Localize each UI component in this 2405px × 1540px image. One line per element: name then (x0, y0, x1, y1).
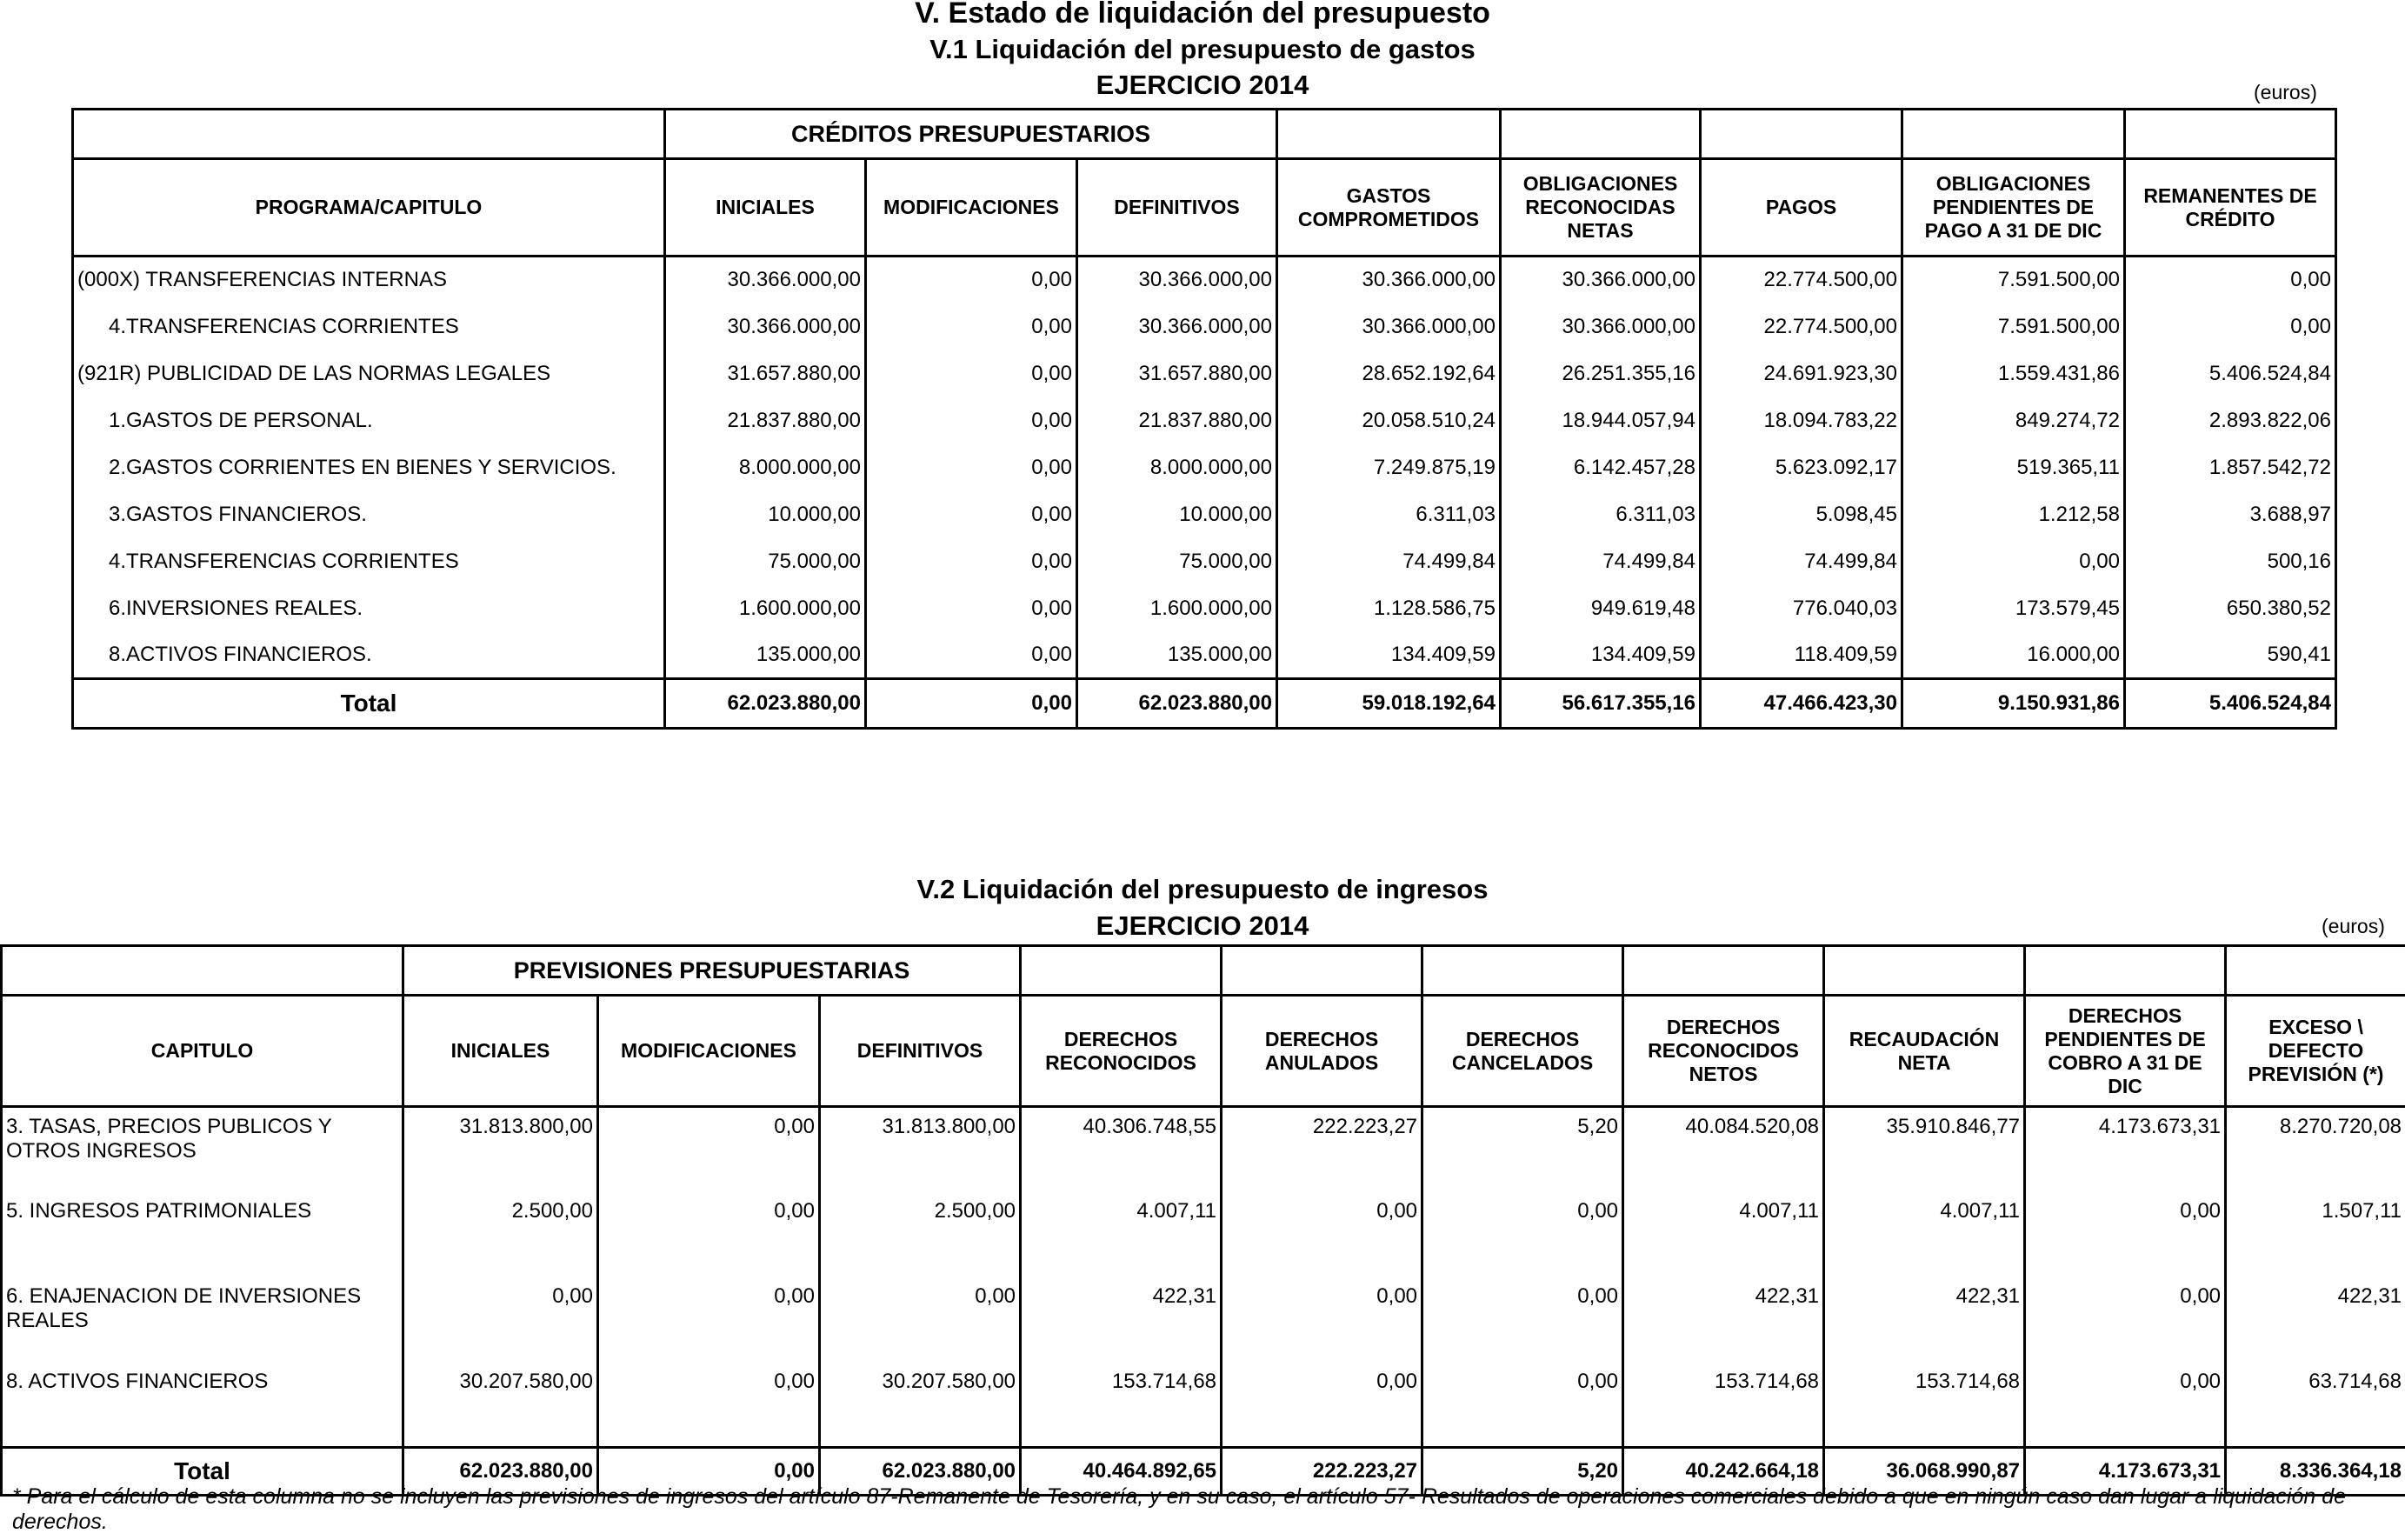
gastos-row (73, 491, 2336, 538)
gastos-cell: 74.499,84 (1701, 538, 1902, 585)
ingresos-corner-cell (2, 946, 403, 996)
ingresos-cell: 0,00 (598, 1107, 820, 1192)
gastos-cell: 173.579,45 (1902, 585, 2125, 632)
ingresos-total-label: Total (2, 1448, 403, 1496)
ingresos-column-header: DERECHOS CANCELADOS (1422, 996, 1623, 1107)
ingresos-cell: 0,00 (598, 1192, 820, 1277)
ingresos-total-cell: 62.023.880,00 (820, 1448, 1021, 1496)
gastos-cell: 8.000.000,00 (1077, 444, 1277, 491)
gastos-cell: 0,00 (866, 257, 1077, 303)
gastos-cell: 30.366.000,00 (1501, 257, 1701, 303)
gastos-column-header: OBLIGACIONES PENDIENTES DE PAGO A 31 DE DIC (1902, 159, 2125, 257)
gastos-cell: 75.000,00 (1077, 538, 1277, 585)
gastos-column-header: MODIFICACIONES (866, 159, 1077, 257)
gastos-cell: 135.000,00 (1077, 632, 1277, 679)
gastos-cell: 10.000,00 (665, 491, 866, 538)
ingresos-total-cell: 8.336.364,18 (2226, 1448, 2405, 1496)
gastos-group-header-row (73, 110, 2336, 159)
gastos-year: EJERCICIO 2014 (1096, 70, 1309, 100)
footnote: * Para el cálculo de esta columna no se incluyen las previsiones de ingresos del artículo 87-Remanente de Tesorería, y en su caso, el artículo 57- Resultados de operaciones comerciales debido a que en ningún caso dan lugar a liquidación de derechos. (12, 1484, 2347, 1534)
ingresos-column-header: DERECHOS PENDIENTES DE COBRO A 31 DE DIC (2025, 996, 2226, 1107)
ingresos-cell: 8.270.720,08 (2226, 1107, 2405, 1192)
ingresos-row (2, 1363, 2405, 1448)
ingresos-row (2, 1107, 2405, 1192)
gastos-cell: 8.000.000,00 (665, 444, 866, 491)
gastos-cell: 0,00 (866, 350, 1077, 397)
ingresos-row-label: 8. ACTIVOS FINANCIEROS (2, 1363, 403, 1448)
gastos-cell: 30.366.000,00 (1277, 303, 1501, 350)
ingresos-cell: 63.714,68 (2226, 1363, 2405, 1448)
gastos-cell: 30.366.000,00 (665, 257, 866, 303)
gastos-subtitle: V.1 Liquidación del presupuesto de gastos (929, 34, 1476, 64)
ingresos-cell: 1.507,11 (2226, 1192, 2405, 1277)
ingresos-cell: 222.223,27 (1222, 1107, 1422, 1192)
ingresos-column-header: DEFINITIVOS (820, 996, 1021, 1107)
gastos-cell: 590,41 (2125, 632, 2336, 679)
ingresos-cell: 0,00 (598, 1277, 820, 1363)
ingresos-column-header: EXCESO \ DEFECTO PREVISIÓN (*) (2226, 996, 2405, 1107)
ingresos-column-header: MODIFICACIONES (598, 996, 820, 1107)
ingresos-cell: 0,00 (1422, 1363, 1623, 1448)
gastos-empty-header-cell (1701, 110, 1902, 159)
gastos-cell: 7.249.875,19 (1277, 444, 1501, 491)
gastos-row-label: (921R) PUBLICIDAD DE LAS NORMAS LEGALES (73, 350, 665, 397)
ingresos-row-label: 3. TASAS, PRECIOS PUBLICOS Y OTROS INGRESOS (2, 1107, 403, 1192)
ingresos-cell: 30.207.580,00 (820, 1363, 1021, 1448)
gastos-cell: 1.600.000,00 (665, 585, 866, 632)
gastos-column-header: REMANENTES DE CRÉDITO (2125, 159, 2336, 257)
gastos-cell: 776.040,03 (1701, 585, 1902, 632)
gastos-column-header: INICIALES (665, 159, 866, 257)
gastos-cell: 7.591.500,00 (1902, 303, 2125, 350)
gastos-row-label: 4.TRANSFERENCIAS CORRIENTES (73, 538, 665, 585)
gastos-cell: 30.366.000,00 (665, 303, 866, 350)
gastos-cell: 22.774.500,00 (1701, 303, 1902, 350)
ingresos-column-header-row (2, 996, 2405, 1107)
ingresos-group-header: PREVISIONES PRESUPUESTARIAS (403, 946, 1021, 996)
gastos-cell: 30.366.000,00 (1501, 303, 1701, 350)
ingresos-empty-header-cell (1222, 946, 1422, 996)
gastos-cell: 0,00 (866, 632, 1077, 679)
gastos-cell: 18.944.057,94 (1501, 397, 1701, 444)
ingresos-cell: 422,31 (1623, 1277, 1824, 1363)
gastos-total-cell: 62.023.880,00 (665, 679, 866, 729)
gastos-row (73, 303, 2336, 350)
gastos-empty-header-cell (1277, 110, 1501, 159)
gastos-cell: 1.128.586,75 (1277, 585, 1501, 632)
ingresos-row-label: 5. INGRESOS PATRIMONIALES (2, 1192, 403, 1277)
gastos-cell: 21.837.880,00 (1077, 397, 1277, 444)
gastos-row (73, 585, 2336, 632)
gastos-cell: 1.600.000,00 (1077, 585, 1277, 632)
gastos-cell: 1.559.431,86 (1902, 350, 2125, 397)
gastos-cell: 0,00 (866, 303, 1077, 350)
gastos-row-label: 3.GASTOS FINANCIEROS. (73, 491, 665, 538)
ingresos-table (0, 944, 2405, 1497)
gastos-cell: 949.619,48 (1501, 585, 1701, 632)
gastos-cell: 134.409,59 (1277, 632, 1501, 679)
ingresos-cell: 40.306.748,55 (1021, 1107, 1222, 1192)
gastos-cell: 0,00 (866, 585, 1077, 632)
gastos-cell: 30.366.000,00 (1277, 257, 1501, 303)
ingresos-empty-header-cell (1021, 946, 1222, 996)
gastos-cell: 75.000,00 (665, 538, 866, 585)
ingresos-column-header: CAPITULO (2, 996, 403, 1107)
gastos-cell: 5.098,45 (1701, 491, 1902, 538)
gastos-cell: 519.365,11 (1902, 444, 2125, 491)
gastos-cell: 0,00 (866, 538, 1077, 585)
ingresos-cell: 31.813.800,00 (403, 1107, 598, 1192)
ingresos-cell: 0,00 (2025, 1192, 2226, 1277)
gastos-total-label: Total (73, 679, 665, 729)
ingresos-cell: 2.500,00 (820, 1192, 1021, 1277)
gastos-empty-header-cell (1501, 110, 1701, 159)
ingresos-row (2, 1277, 2405, 1363)
gastos-cell: 0,00 (866, 444, 1077, 491)
gastos-cell: 6.311,03 (1501, 491, 1701, 538)
gastos-cell: 31.657.880,00 (1077, 350, 1277, 397)
ingresos-cell: 31.813.800,00 (820, 1107, 1021, 1192)
ingresos-year: EJERCICIO 2014 (1096, 910, 1309, 941)
gastos-total-cell: 47.466.423,30 (1701, 679, 1902, 729)
ingresos-empty-header-cell (2025, 946, 2226, 996)
ingresos-cell: 4.007,11 (1623, 1192, 1824, 1277)
gastos-row (73, 397, 2336, 444)
ingresos-unit: (euros) (2322, 915, 2385, 937)
gastos-cell: 16.000,00 (1902, 632, 2125, 679)
ingresos-cell: 4.007,11 (1021, 1192, 1222, 1277)
ingresos-total-cell: 40.464.892,65 (1021, 1448, 1222, 1496)
ingresos-cell: 153.714,68 (1824, 1363, 2025, 1448)
ingresos-column-header: INICIALES (403, 996, 598, 1107)
ingresos-row-label: 6. ENAJENACION DE INVERSIONES REALES (2, 1277, 403, 1363)
gastos-cell: 18.094.783,22 (1701, 397, 1902, 444)
gastos-group-header: CRÉDITOS PRESUPUESTARIOS (665, 110, 1277, 159)
gastos-total-cell: 5.406.524,84 (2125, 679, 2336, 729)
ingresos-total-cell: 36.068.990,87 (1824, 1448, 2025, 1496)
ingresos-column-header: DERECHOS RECONOCIDOS (1021, 996, 1222, 1107)
gastos-cell: 849.274,72 (1902, 397, 2125, 444)
ingresos-cell: 40.084.520,08 (1623, 1107, 1824, 1192)
ingresos-row (2, 1192, 2405, 1277)
gastos-cell: 30.366.000,00 (1077, 303, 1277, 350)
ingresos-cell: 30.207.580,00 (403, 1363, 598, 1448)
ingresos-empty-header-cell (2226, 946, 2405, 996)
ingresos-group-header-row (2, 946, 2405, 996)
gastos-cell: 26.251.355,16 (1501, 350, 1701, 397)
gastos-cell: 24.691.923,30 (1701, 350, 1902, 397)
ingresos-cell: 0,00 (820, 1277, 1021, 1363)
ingresos-total-cell: 40.242.664,18 (1623, 1448, 1824, 1496)
ingresos-column-header: DERECHOS RECONOCIDOS NETOS (1623, 996, 1824, 1107)
ingresos-cell: 153.714,68 (1623, 1363, 1824, 1448)
gastos-row (73, 257, 2336, 303)
gastos-total-cell: 62.023.880,00 (1077, 679, 1277, 729)
gastos-cell: 31.657.880,00 (665, 350, 866, 397)
gastos-cell: 10.000,00 (1077, 491, 1277, 538)
gastos-unit: (euros) (2254, 81, 2317, 103)
ingresos-cell: 0,00 (1222, 1277, 1422, 1363)
gastos-cell: 6.142.457,28 (1501, 444, 1701, 491)
gastos-total-cell: 56.617.355,16 (1501, 679, 1701, 729)
gastos-cell: 22.774.500,00 (1701, 257, 1902, 303)
ingresos-cell: 0,00 (598, 1363, 820, 1448)
gastos-column-header-row (73, 159, 2336, 257)
gastos-cell: 74.499,84 (1277, 538, 1501, 585)
gastos-cell: 135.000,00 (665, 632, 866, 679)
ingresos-total-cell: 0,00 (598, 1448, 820, 1496)
gastos-cell: 30.366.000,00 (1077, 257, 1277, 303)
gastos-cell: 500,16 (2125, 538, 2336, 585)
gastos-empty-header-cell (1902, 110, 2125, 159)
ingresos-column-header: RECAUDACIÓN NETA (1824, 996, 2025, 1107)
ingresos-cell: 0,00 (2025, 1363, 2226, 1448)
ingresos-cell: 422,31 (2226, 1277, 2405, 1363)
ingresos-cell: 153.714,68 (1021, 1363, 1222, 1448)
ingresos-cell: 0,00 (403, 1277, 598, 1363)
gastos-cell: 21.837.880,00 (665, 397, 866, 444)
gastos-row-label: 8.ACTIVOS FINANCIEROS. (73, 632, 665, 679)
gastos-row (73, 350, 2336, 397)
gastos-table (71, 108, 2337, 730)
gastos-total-row (73, 679, 2336, 729)
gastos-cell: 650.380,52 (2125, 585, 2336, 632)
gastos-total-cell: 9.150.931,86 (1902, 679, 2125, 729)
ingresos-column-header: DERECHOS ANULADOS (1222, 996, 1422, 1107)
gastos-cell: 28.652.192,64 (1277, 350, 1501, 397)
gastos-cell: 3.688,97 (2125, 491, 2336, 538)
gastos-cell: 6.311,03 (1277, 491, 1501, 538)
ingresos-cell: 35.910.846,77 (1824, 1107, 2025, 1192)
gastos-row-label: 6.INVERSIONES REALES. (73, 585, 665, 632)
gastos-column-header: OBLIGACIONES RECONOCIDAS NETAS (1501, 159, 1701, 257)
gastos-corner-cell (73, 110, 665, 159)
gastos-total-cell: 0,00 (866, 679, 1077, 729)
ingresos-cell: 422,31 (1021, 1277, 1222, 1363)
ingresos-cell: 0,00 (1222, 1192, 1422, 1277)
ingresos-cell: 0,00 (2025, 1277, 2226, 1363)
gastos-column-header: DEFINITIVOS (1077, 159, 1277, 257)
ingresos-cell: 0,00 (1422, 1277, 1623, 1363)
ingresos-cell: 4.007,11 (1824, 1192, 2025, 1277)
ingresos-empty-header-cell (1422, 946, 1623, 996)
gastos-column-header: PROGRAMA/CAPITULO (73, 159, 665, 257)
ingresos-total-cell: 4.173.673,31 (2025, 1448, 2226, 1496)
gastos-cell: 1.212,58 (1902, 491, 2125, 538)
gastos-cell: 0,00 (866, 397, 1077, 444)
gastos-cell: 0,00 (2125, 303, 2336, 350)
ingresos-cell: 5,20 (1422, 1107, 1623, 1192)
gastos-empty-header-cell (2125, 110, 2336, 159)
gastos-column-header: GASTOS COMPROMETIDOS (1277, 159, 1501, 257)
ingresos-cell: 2.500,00 (403, 1192, 598, 1277)
gastos-cell: 5.623.092,17 (1701, 444, 1902, 491)
ingresos-cell: 4.173.673,31 (2025, 1107, 2226, 1192)
gastos-cell: 5.406.524,84 (2125, 350, 2336, 397)
gastos-row-label: (000X) TRANSFERENCIAS INTERNAS (73, 257, 665, 303)
gastos-cell: 1.857.542,72 (2125, 444, 2336, 491)
gastos-cell: 134.409,59 (1501, 632, 1701, 679)
ingresos-subtitle: V.2 Liquidación del presupuesto de ingresos (916, 874, 1489, 904)
gastos-row-label: 4.TRANSFERENCIAS CORRIENTES (73, 303, 665, 350)
ingresos-empty-header-cell (1623, 946, 1824, 996)
gastos-row (73, 538, 2336, 585)
gastos-cell: 0,00 (2125, 257, 2336, 303)
gastos-row-label: 2.GASTOS CORRIENTES EN BIENES Y SERVICIOS. (73, 444, 665, 491)
ingresos-cell: 0,00 (1222, 1363, 1422, 1448)
ingresos-total-cell: 5,20 (1422, 1448, 1623, 1496)
ingresos-empty-header-cell (1824, 946, 2025, 996)
gastos-cell: 0,00 (1902, 538, 2125, 585)
ingresos-cell: 0,00 (1422, 1192, 1623, 1277)
gastos-cell: 118.409,59 (1701, 632, 1902, 679)
ingresos-cell: 422,31 (1824, 1277, 2025, 1363)
gastos-cell: 2.893.822,06 (2125, 397, 2336, 444)
ingresos-total-cell: 222.223,27 (1222, 1448, 1422, 1496)
gastos-cell: 20.058.510,24 (1277, 397, 1501, 444)
gastos-cell: 0,00 (866, 491, 1077, 538)
gastos-cell: 74.499,84 (1501, 538, 1701, 585)
gastos-row (73, 444, 2336, 491)
ingresos-total-cell: 62.023.880,00 (403, 1448, 598, 1496)
gastos-row (73, 632, 2336, 679)
gastos-total-cell: 59.018.192,64 (1277, 679, 1501, 729)
gastos-row-label: 1.GASTOS DE PERSONAL. (73, 397, 665, 444)
gastos-column-header: PAGOS (1701, 159, 1902, 257)
page-title: V. Estado de liquidación del presupuesto (915, 0, 1490, 30)
gastos-cell: 7.591.500,00 (1902, 257, 2125, 303)
